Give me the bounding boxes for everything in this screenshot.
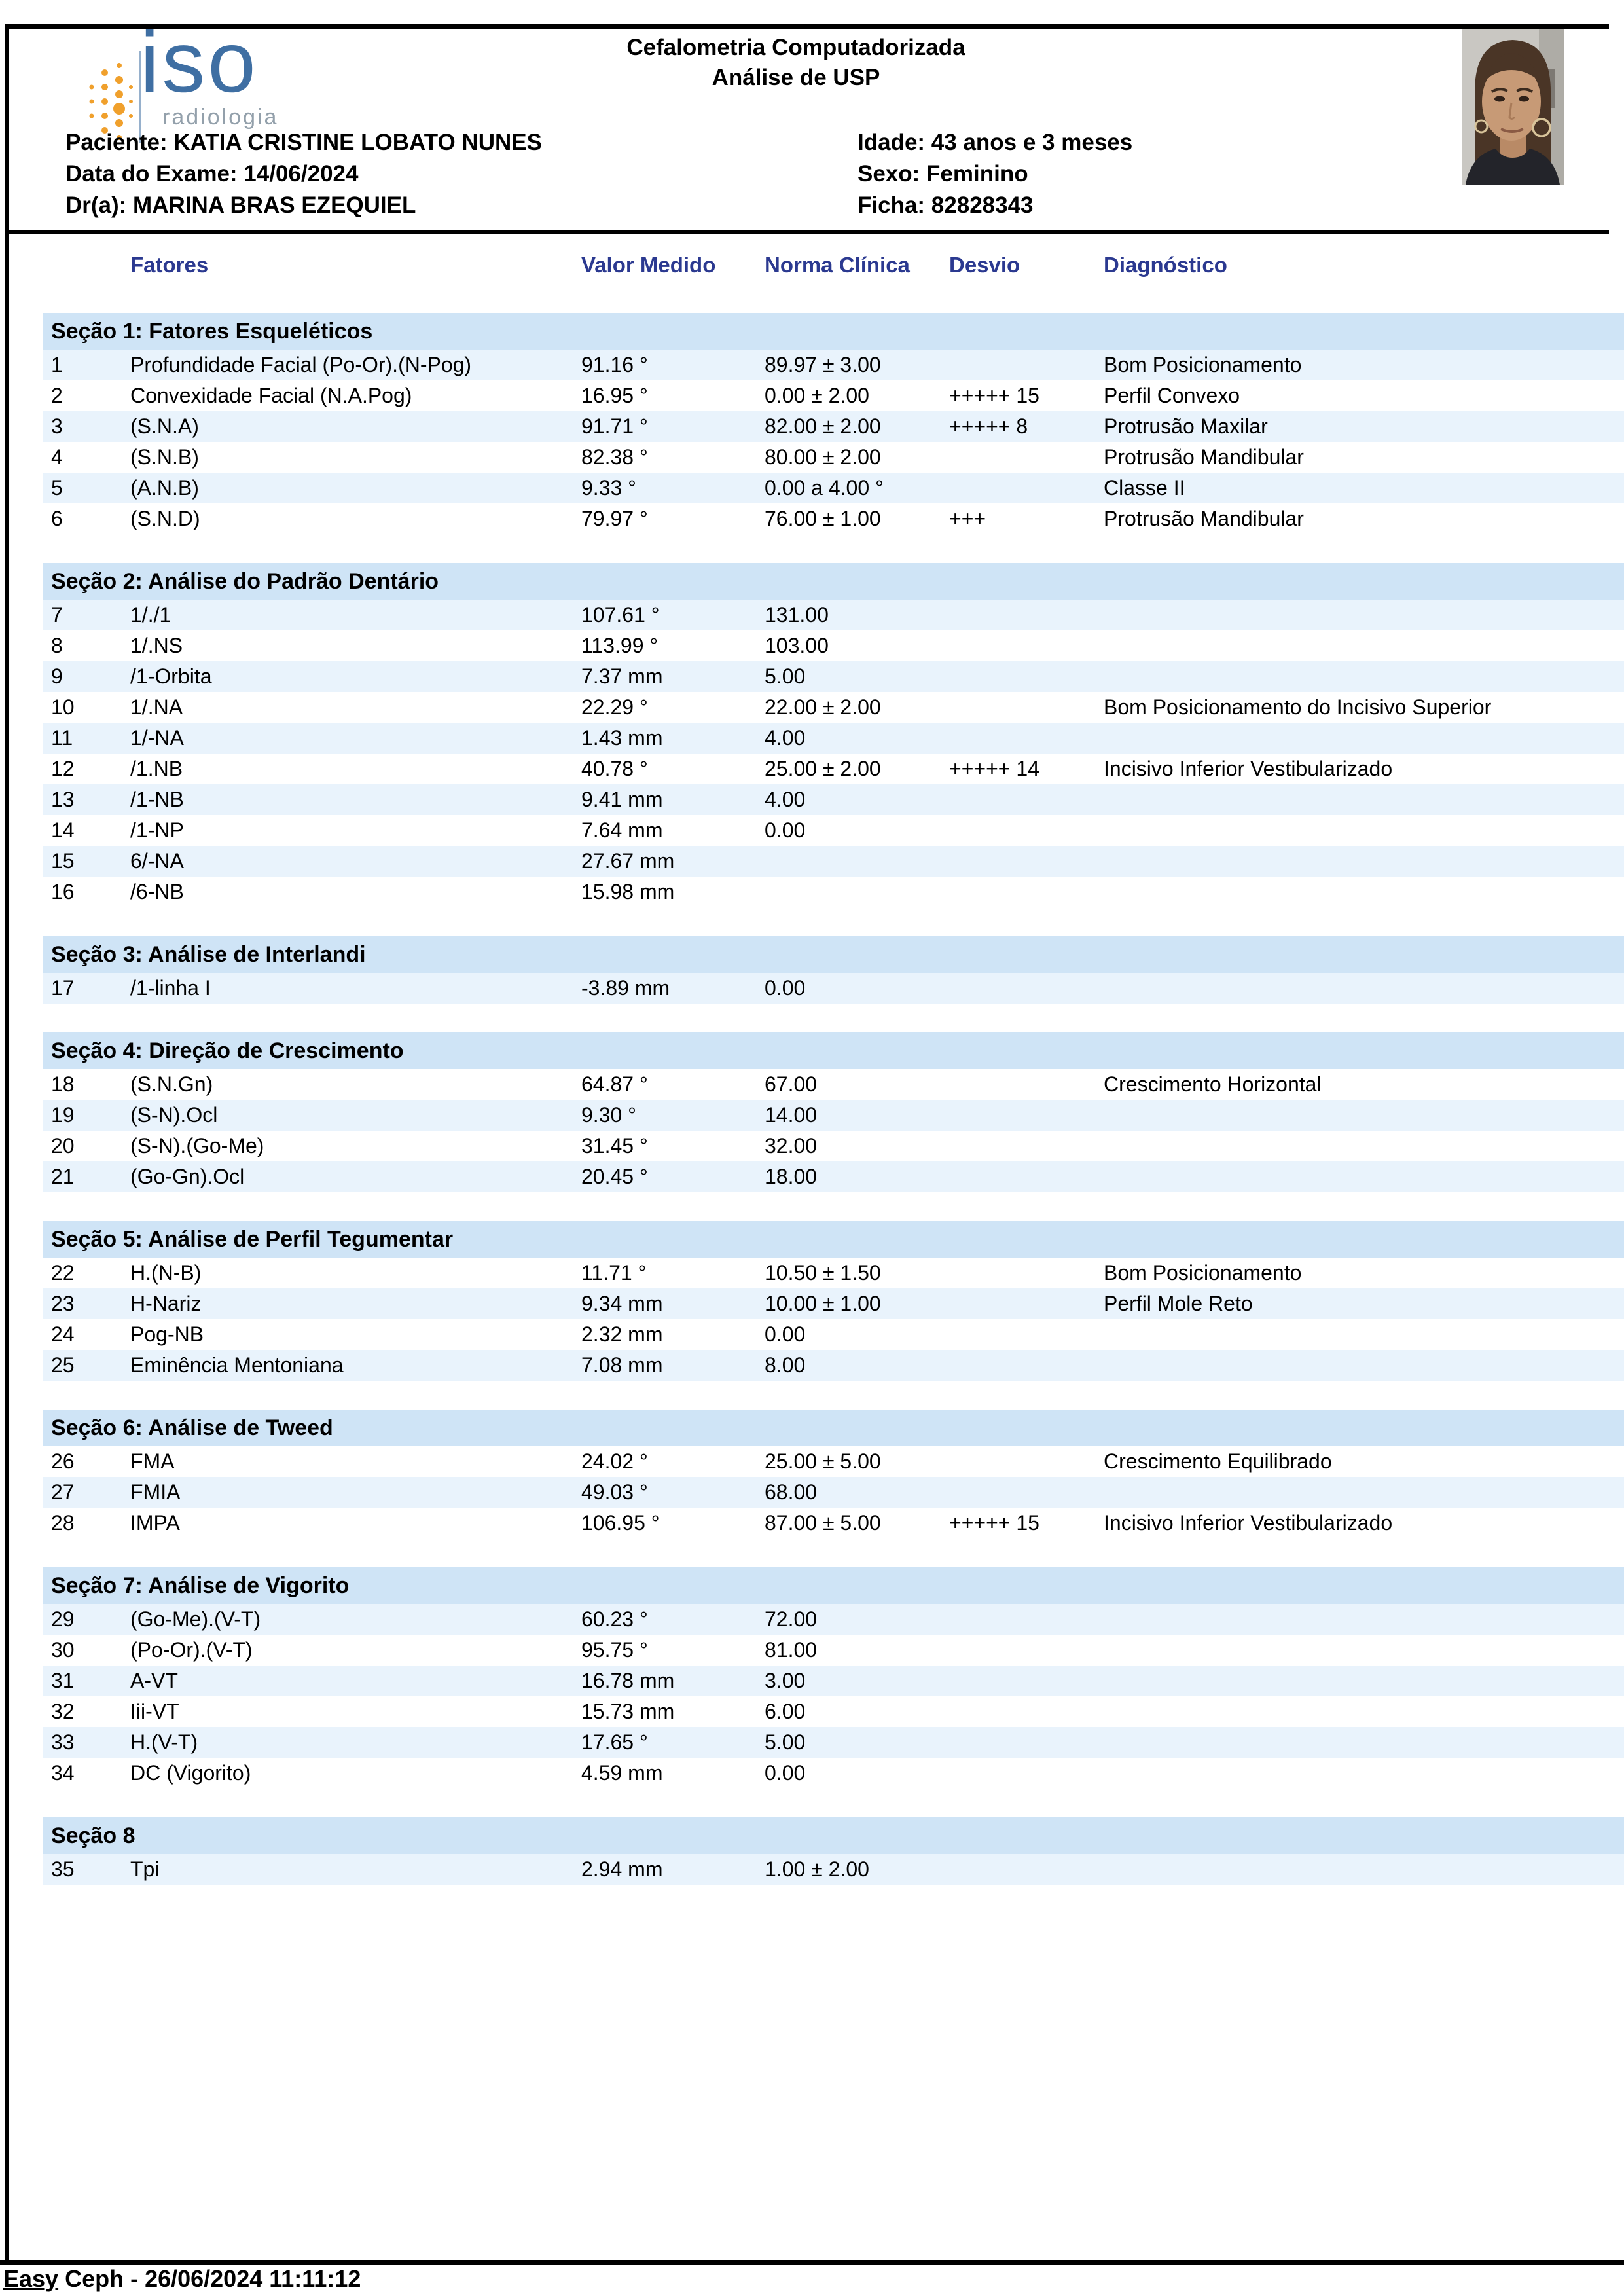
cell-valor: 2.32 mm	[581, 1322, 663, 1346]
cell-fator: (S.N.D)	[130, 507, 200, 530]
cell-norma: 67.00	[765, 1072, 818, 1096]
table-row	[43, 661, 1624, 692]
cell-norma: 6.00	[765, 1700, 806, 1723]
cell-desvio: +++++ 15	[949, 1511, 1039, 1535]
cell-valor: 91.71 °	[581, 414, 648, 438]
cell-norma: 32.00	[765, 1134, 818, 1157]
cell-diag: Crescimento Equilibrado	[1104, 1449, 1332, 1473]
cell-norma: 131.00	[765, 603, 829, 627]
cell-valor: 9.34 mm	[581, 1292, 663, 1315]
section-5	[43, 1221, 1624, 1381]
cell-num: 26	[51, 1449, 75, 1473]
cell-num: 30	[51, 1638, 75, 1662]
cell-diag: Crescimento Horizontal	[1104, 1072, 1322, 1096]
cell-num: 7	[51, 603, 63, 627]
table-row	[43, 1854, 1624, 1885]
cell-norma: 72.00	[765, 1607, 818, 1631]
cell-num: 20	[51, 1134, 75, 1157]
cell-diag: Bom Posicionamento	[1104, 1261, 1302, 1285]
cell-num: 1	[51, 353, 63, 376]
table-row	[43, 973, 1624, 1004]
cell-diag: Protrusão Mandibular	[1104, 445, 1304, 469]
column-header-diagnostico: Diagnóstico	[1104, 253, 1227, 277]
cell-desvio: +++	[949, 507, 986, 530]
table-row	[43, 1635, 1624, 1666]
table-row	[43, 1258, 1624, 1288]
table-row	[43, 877, 1624, 907]
section-8	[43, 1817, 1624, 1885]
cell-num: 3	[51, 414, 63, 438]
header-divider-line	[5, 230, 1609, 234]
table-row	[43, 1131, 1624, 1161]
cell-fator: 6/-NA	[130, 849, 184, 873]
logo-text: iso	[140, 14, 259, 110]
age-line: Idade: 43 anos e 3 meses	[857, 130, 1133, 155]
table-row	[43, 1069, 1624, 1100]
cell-norma: 10.00 ± 1.00	[765, 1292, 881, 1315]
cell-num: 27	[51, 1480, 75, 1504]
table-row	[43, 1161, 1624, 1192]
cell-fator: Tpi	[130, 1857, 160, 1881]
table-row	[43, 1446, 1624, 1477]
table-row	[43, 1758, 1624, 1789]
cell-fator: IMPA	[130, 1511, 180, 1535]
section-header-5: Seção 5: Análise de Perfil Tegumentar	[43, 1221, 1624, 1258]
cell-num: 29	[51, 1607, 75, 1631]
patient-name-line: Paciente: KATIA CRISTINE LOBATO NUNES	[65, 130, 542, 155]
cell-num: 19	[51, 1103, 75, 1127]
cell-fator: 1/.NA	[130, 695, 183, 719]
section-2	[43, 563, 1624, 907]
cell-fator: H.(V-T)	[130, 1730, 198, 1754]
report-title	[469, 33, 1123, 93]
table-row	[43, 1100, 1624, 1131]
cell-diag: Incisivo Inferior Vestibularizado	[1104, 757, 1393, 780]
cell-fator: H.(N-B)	[130, 1261, 202, 1285]
cell-valor: 15.73 mm	[581, 1700, 675, 1723]
cell-num: 2	[51, 384, 63, 407]
cell-fator: (Go-Gn).Ocl	[130, 1165, 245, 1188]
cell-num: 6	[51, 507, 63, 530]
cell-num: 33	[51, 1730, 75, 1754]
cell-num: 5	[51, 476, 63, 500]
cell-diag: Bom Posicionamento do Incisivo Superior	[1104, 695, 1492, 719]
table-row	[43, 503, 1624, 534]
table-row	[43, 784, 1624, 815]
report-title-line2: Análise de USP	[712, 65, 880, 90]
cell-norma: 10.50 ± 1.50	[765, 1261, 881, 1285]
cell-norma: 5.00	[765, 1730, 806, 1754]
cell-diag: Incisivo Inferior Vestibularizado	[1104, 1511, 1393, 1535]
cell-desvio: +++++ 15	[949, 384, 1039, 407]
cell-fator: (S.N.A)	[130, 414, 199, 438]
cell-fator: Iii-VT	[130, 1700, 179, 1723]
cell-diag: Perfil Mole Reto	[1104, 1292, 1253, 1315]
cell-valor: 7.08 mm	[581, 1353, 663, 1377]
cell-valor: 91.16 °	[581, 353, 648, 376]
cell-valor: 49.03 °	[581, 1480, 648, 1504]
cell-desvio: +++++ 8	[949, 414, 1028, 438]
cell-norma: 4.00	[765, 726, 806, 750]
table-row	[43, 1288, 1624, 1319]
cell-num: 23	[51, 1292, 75, 1315]
footer-app-name: Easy	[3, 2265, 59, 2292]
cell-norma: 25.00 ± 2.00	[765, 757, 881, 780]
cell-num: 14	[51, 818, 75, 842]
record-line: Ficha: 82828343	[857, 192, 1034, 218]
column-header-valor-medido: Valor Medido	[581, 253, 716, 277]
cell-norma: 18.00	[765, 1165, 818, 1188]
cell-num: 11	[51, 726, 73, 750]
cell-norma: 25.00 ± 5.00	[765, 1449, 881, 1473]
cell-valor: 16.95 °	[581, 384, 648, 407]
cell-diag: Classe II	[1104, 476, 1185, 500]
cell-norma: 76.00 ± 1.00	[765, 507, 881, 530]
sex-line: Sexo: Feminino	[857, 161, 1028, 187]
cell-num: 12	[51, 757, 75, 780]
cell-norma: 1.00 ± 2.00	[765, 1857, 869, 1881]
table-row	[43, 1727, 1624, 1758]
cell-norma: 82.00 ± 2.00	[765, 414, 881, 438]
section-header-7: Seção 7: Análise de Vigorito	[43, 1567, 1624, 1604]
cell-num: 32	[51, 1700, 75, 1723]
cell-valor: 1.43 mm	[581, 726, 663, 750]
cell-fator: A-VT	[130, 1669, 178, 1692]
table-row	[43, 692, 1624, 723]
cell-norma: 81.00	[765, 1638, 818, 1662]
cell-norma: 8.00	[765, 1353, 806, 1377]
cell-fator: (A.N.B)	[130, 476, 199, 500]
cell-norma: 22.00 ± 2.00	[765, 695, 881, 719]
cell-valor: 9.30 °	[581, 1103, 636, 1127]
cell-valor: 113.99 °	[581, 634, 659, 657]
cell-norma: 4.00	[765, 788, 806, 811]
table-row	[43, 1604, 1624, 1635]
cell-fator: Eminência Mentoniana	[130, 1353, 344, 1377]
patient-info-left	[65, 127, 542, 221]
cell-fator: (Po-Or).(V-T)	[130, 1638, 253, 1662]
cell-valor: 4.59 mm	[581, 1761, 663, 1785]
table-row	[43, 630, 1624, 661]
table-row	[43, 1508, 1624, 1539]
cell-fator: Pog-NB	[130, 1322, 204, 1346]
patient-info-right	[857, 127, 1132, 221]
section-header-6: Seção 6: Análise de Tweed	[43, 1410, 1624, 1446]
table-row	[43, 380, 1624, 411]
table-row	[43, 350, 1624, 380]
footer-appname-timestamp	[3, 2265, 361, 2293]
report-title-line1: Cefalometria Computadorizada	[626, 35, 965, 60]
section-header-1: Seção 1: Fatores Esqueléticos	[43, 313, 1624, 350]
table-row	[43, 1350, 1624, 1381]
cell-fator: /1-linha I	[130, 976, 211, 1000]
cell-fator: 1/-NA	[130, 726, 184, 750]
cell-valor: 9.33 °	[581, 476, 636, 500]
section-header-4: Seção 4: Direção de Crescimento	[43, 1032, 1624, 1069]
cell-diag: Protrusão Maxilar	[1104, 414, 1268, 438]
table-row	[43, 1477, 1624, 1508]
cell-fator: 1/./1	[130, 603, 171, 627]
cell-norma: 14.00	[765, 1103, 818, 1127]
cell-norma: 0.00	[765, 1761, 806, 1785]
section-header-8: Seção 8	[43, 1817, 1624, 1854]
cell-norma: 68.00	[765, 1480, 818, 1504]
cell-norma: 3.00	[765, 1669, 806, 1692]
table-row	[43, 600, 1624, 630]
cell-norma: 80.00 ± 2.00	[765, 445, 881, 469]
cell-fator: FMIA	[130, 1480, 181, 1504]
cell-num: 13	[51, 788, 75, 811]
cell-norma: 89.97 ± 3.00	[765, 353, 881, 376]
cell-valor: 60.23 °	[581, 1607, 648, 1631]
cell-valor: 24.02 °	[581, 1449, 648, 1473]
cell-valor: 7.64 mm	[581, 818, 663, 842]
logo-subtext: radiologia	[162, 105, 279, 130]
table-row	[43, 815, 1624, 846]
cell-valor: 2.94 mm	[581, 1857, 663, 1881]
table-row	[43, 411, 1624, 442]
cell-norma: 0.00	[765, 976, 806, 1000]
cell-fator: (Go-Me).(V-T)	[130, 1607, 261, 1631]
cell-num: 35	[51, 1857, 75, 1881]
cell-num: 31	[51, 1669, 75, 1692]
cell-valor: 64.87 °	[581, 1072, 648, 1096]
cell-valor: 79.97 °	[581, 507, 648, 530]
table-row	[43, 1319, 1624, 1350]
cell-num: 4	[51, 445, 63, 469]
cell-fator: (S-N).(Go-Me)	[130, 1134, 264, 1157]
section-1	[43, 313, 1624, 534]
section-header-3: Seção 3: Análise de Interlandi	[43, 936, 1624, 973]
table-row	[43, 1666, 1624, 1696]
cell-fator: /1.NB	[130, 757, 183, 780]
cell-norma: 87.00 ± 5.00	[765, 1511, 881, 1535]
cell-fator: Profundidade Facial (Po-Or).(N-Pog)	[130, 353, 472, 376]
section-6	[43, 1410, 1624, 1539]
cell-diag: Protrusão Mandibular	[1104, 507, 1304, 530]
column-header-desvio: Desvio	[949, 253, 1020, 277]
cell-valor: 15.98 mm	[581, 880, 675, 903]
cell-valor: 22.29 °	[581, 695, 648, 719]
cell-num: 24	[51, 1322, 75, 1346]
cell-norma: 0.00 a 4.00 °	[765, 476, 884, 500]
cell-valor: 17.65 °	[581, 1730, 648, 1754]
cell-valor: 31.45 °	[581, 1134, 648, 1157]
table-row	[43, 754, 1624, 784]
section-7	[43, 1567, 1624, 1789]
cell-diag: Bom Posicionamento	[1104, 353, 1302, 376]
footer-timestamp: Ceph - 26/06/2024 11:11:12	[58, 2265, 361, 2292]
cell-num: 10	[51, 695, 75, 719]
exam-date-line: Data do Exame: 14/06/2024	[65, 161, 359, 187]
table-column-headers	[43, 253, 1624, 282]
cell-num: 22	[51, 1261, 75, 1285]
cell-norma: 0.00	[765, 818, 806, 842]
table-row	[43, 846, 1624, 877]
left-border-line	[5, 24, 9, 2263]
section-header-2: Seção 2: Análise do Padrão Dentário	[43, 563, 1624, 600]
cell-num: 17	[51, 976, 75, 1000]
cell-num: 28	[51, 1511, 75, 1535]
section-3	[43, 936, 1624, 1004]
cell-fator: /6-NB	[130, 880, 184, 903]
cell-num: 15	[51, 849, 75, 873]
cell-num: 25	[51, 1353, 75, 1377]
cell-fator: FMA	[130, 1449, 175, 1473]
cell-fator: H-Nariz	[130, 1292, 202, 1315]
cell-valor: 95.75 °	[581, 1638, 648, 1662]
cell-valor: 9.41 mm	[581, 788, 663, 811]
cell-fator: (S.N.Gn)	[130, 1072, 213, 1096]
doctor-line: Dr(a): MARINA BRAS EZEQUIEL	[65, 192, 416, 218]
cell-norma: 0.00	[765, 1322, 806, 1346]
patient-photo	[1462, 29, 1564, 185]
cephalometric-table	[43, 313, 1624, 1914]
cell-diag: Perfil Convexo	[1104, 384, 1240, 407]
iso-radiologia-logo	[84, 14, 300, 130]
cell-norma: 0.00 ± 2.00	[765, 384, 869, 407]
column-header-fatores: Fatores	[130, 253, 209, 277]
cell-fator: (S.N.B)	[130, 445, 199, 469]
cell-valor: 20.45 °	[581, 1165, 648, 1188]
cell-num: 21	[51, 1165, 75, 1188]
cell-valor: 82.38 °	[581, 445, 648, 469]
table-row	[43, 473, 1624, 503]
cell-num: 18	[51, 1072, 75, 1096]
cell-fator: (S-N).Ocl	[130, 1103, 218, 1127]
cell-norma: 5.00	[765, 665, 806, 688]
cell-valor: 7.37 mm	[581, 665, 663, 688]
cell-fator: DC (Vigorito)	[130, 1761, 251, 1785]
cell-valor: 40.78 °	[581, 757, 648, 780]
cell-valor: 16.78 mm	[581, 1669, 675, 1692]
cell-fator: Convexidade Facial (N.A.Pog)	[130, 384, 412, 407]
cell-valor: 27.67 mm	[581, 849, 675, 873]
cell-desvio: +++++ 14	[949, 757, 1039, 780]
cell-fator: /1-NP	[130, 818, 184, 842]
cell-valor: 106.95 °	[581, 1511, 660, 1535]
table-row	[43, 442, 1624, 473]
cell-valor: 11.71 °	[581, 1261, 647, 1285]
cell-fator: 1/.NS	[130, 634, 183, 657]
cell-valor: 107.61 °	[581, 603, 660, 627]
footer-divider-line	[0, 2260, 1624, 2265]
cell-num: 8	[51, 634, 63, 657]
table-row	[43, 1696, 1624, 1727]
cell-fator: /1-Orbita	[130, 665, 212, 688]
cell-norma: 103.00	[765, 634, 829, 657]
cell-fator: /1-NB	[130, 788, 184, 811]
cell-valor: -3.89 mm	[581, 976, 670, 1000]
table-row	[43, 723, 1624, 754]
column-header-norma-clinica: Norma Clínica	[765, 253, 910, 277]
cell-num: 16	[51, 880, 75, 903]
cell-num: 34	[51, 1761, 75, 1785]
section-4	[43, 1032, 1624, 1192]
cell-num: 9	[51, 665, 63, 688]
